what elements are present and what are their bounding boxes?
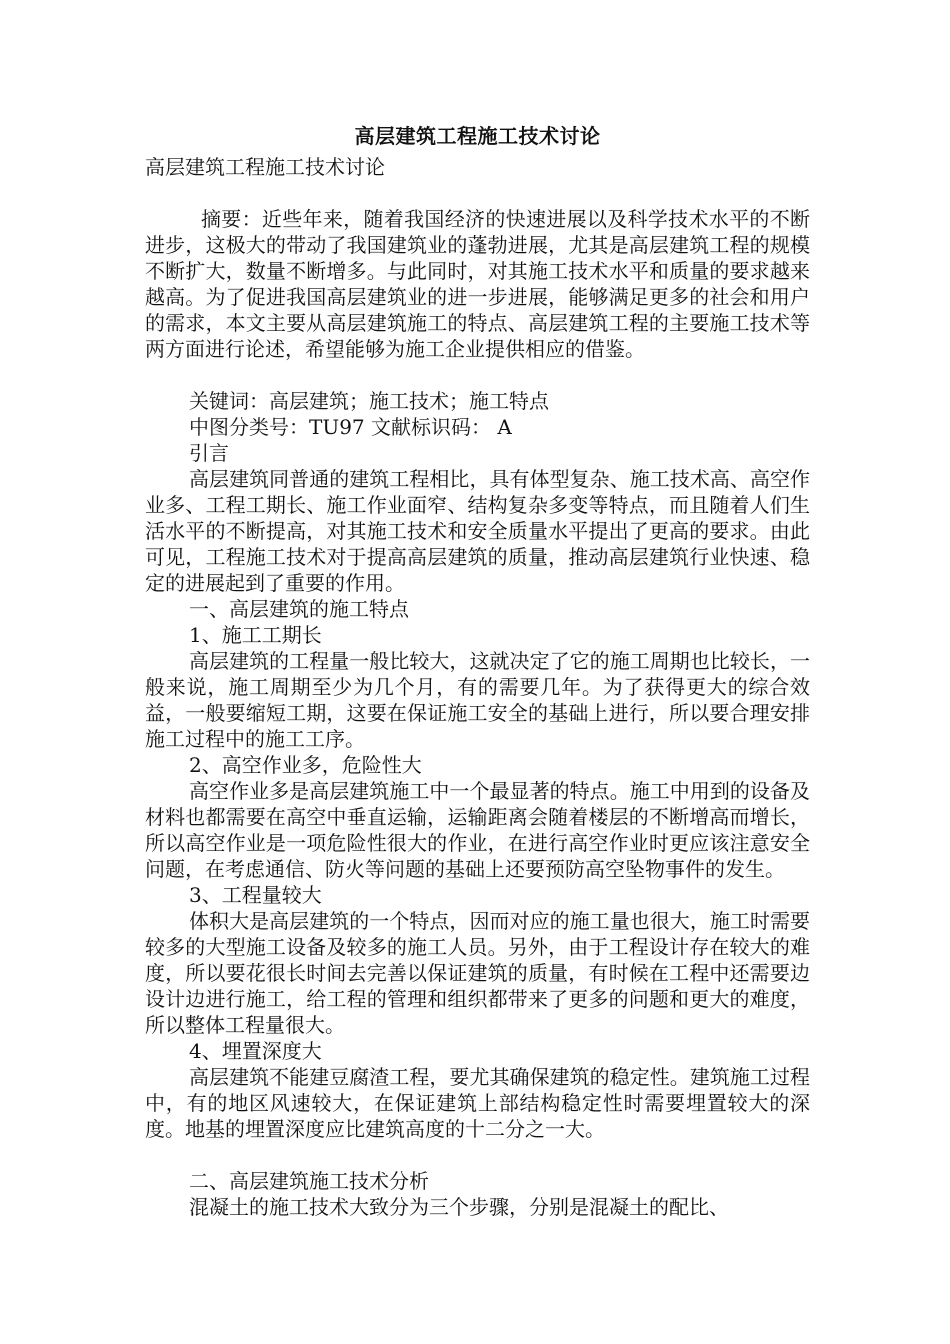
- document-title: 高层建筑工程施工技术讨论: [354, 124, 601, 148]
- subsection-1-paragraph: 高层建筑的工程量一般比较大，这就决定了它的施工周期也比较长，一般来说，施工周期至少为几个月，有的需要几年。为了获得更大的综合效益，一般要缩短工期，这要在保证施工安全的基础上进行，所以要合理安排施工过程中的施工工序。: [145, 649, 810, 751]
- abstract-paragraph: 摘要：近些年来，随着我国经济的快速进展以及科学技术水平的不断进步，这极大的带动了我国建筑业的蓬勃进展，尤其是高层建筑工程的规模不断扩大，数量不断增多。与此同时，对其施工技术水平和质量的要求越来越高。为了促进我国高层建筑业的进一步进展，能够满足更多的社会和用户的需求，本文主要从高层建筑施工的特点、高层建筑工程的主要施工技术等两方面进行论述，希望能够为施工企业提供相应的借鉴。: [145, 207, 810, 361]
- spacer: [145, 362, 810, 388]
- intro-paragraph: 高层建筑同普通的建筑工程相比，具有体型复杂、施工技术高、高空作业多、工程工期长、施工作业面窄、结构复杂多变等特点，而且随着人们生活水平的不断提高，对其施工技术和安全质量水平提出了更高的要求。由此可见，工程施工技术对于提高高层建筑的质量，推动高层建筑行业快速、稳定的进展起到了重要的作用。: [145, 467, 810, 595]
- section-2-paragraph: 混凝土的施工技术大致分为三个步骤，分别是混凝土的配比、: [189, 1195, 729, 1219]
- subsection-4-paragraph: 高层建筑不能建豆腐渣工程，要尤其确保建筑的稳定性。建筑施工过程中，有的地区风速较大，在保证建筑上部结构稳定性时需要埋置较大的深度。地基的埋置深度应比建筑高度的十二分之一大。: [145, 1065, 810, 1141]
- intro-heading: 引言: [189, 441, 229, 465]
- spacer: [145, 180, 810, 206]
- spacer: [145, 1142, 810, 1168]
- section-1-heading: 一、高层建筑的施工特点: [189, 597, 409, 621]
- document-subtitle: 高层建筑工程施工技术讨论: [145, 155, 385, 179]
- subsection-2-paragraph: 高空作业多是高层建筑施工中一个最显著的特点。施工中用到的设备及材料也都需要在高空中垂直运输，运输距离会随着楼层的不断增高而增长，所以高空作业是一项危险性很大的作业，在进行高空作业时更应该注意安全问题，在考虑通信、防火等问题的基础上还要预防高空坠物事件的发生。: [145, 779, 810, 881]
- keywords-line: 关键词：高层建筑；施工技术；施工特点: [189, 389, 549, 413]
- section-2-heading: 二、高层建筑施工技术分析: [189, 1169, 429, 1193]
- classification-line: 中图分类号：TU97 文献标识码： A: [189, 415, 512, 439]
- subsection-2-heading: 2、高空作业多，危险性大: [189, 753, 422, 777]
- subsection-3-paragraph: 体积大是高层建筑的一个特点，因而对应的施工量也很大，施工时需要较多的大型施工设备及较多的施工人员。另外，由于工程设计存在较大的难度，所以要花很长时间去完善以保证建筑的质量，有时候在工程中还需要边设计边进行施工，给工程的管理和组织都带来了更多的问题和更大的难度，所以整体工程量很大。: [145, 909, 810, 1037]
- subsection-1-heading: 1、施工工期长: [189, 623, 322, 647]
- subsection-4-heading: 4、埋置深度大: [189, 1039, 322, 1063]
- subsection-3-heading: 3、工程量较大: [189, 883, 322, 907]
- document-page: [145, 118, 810, 1220]
